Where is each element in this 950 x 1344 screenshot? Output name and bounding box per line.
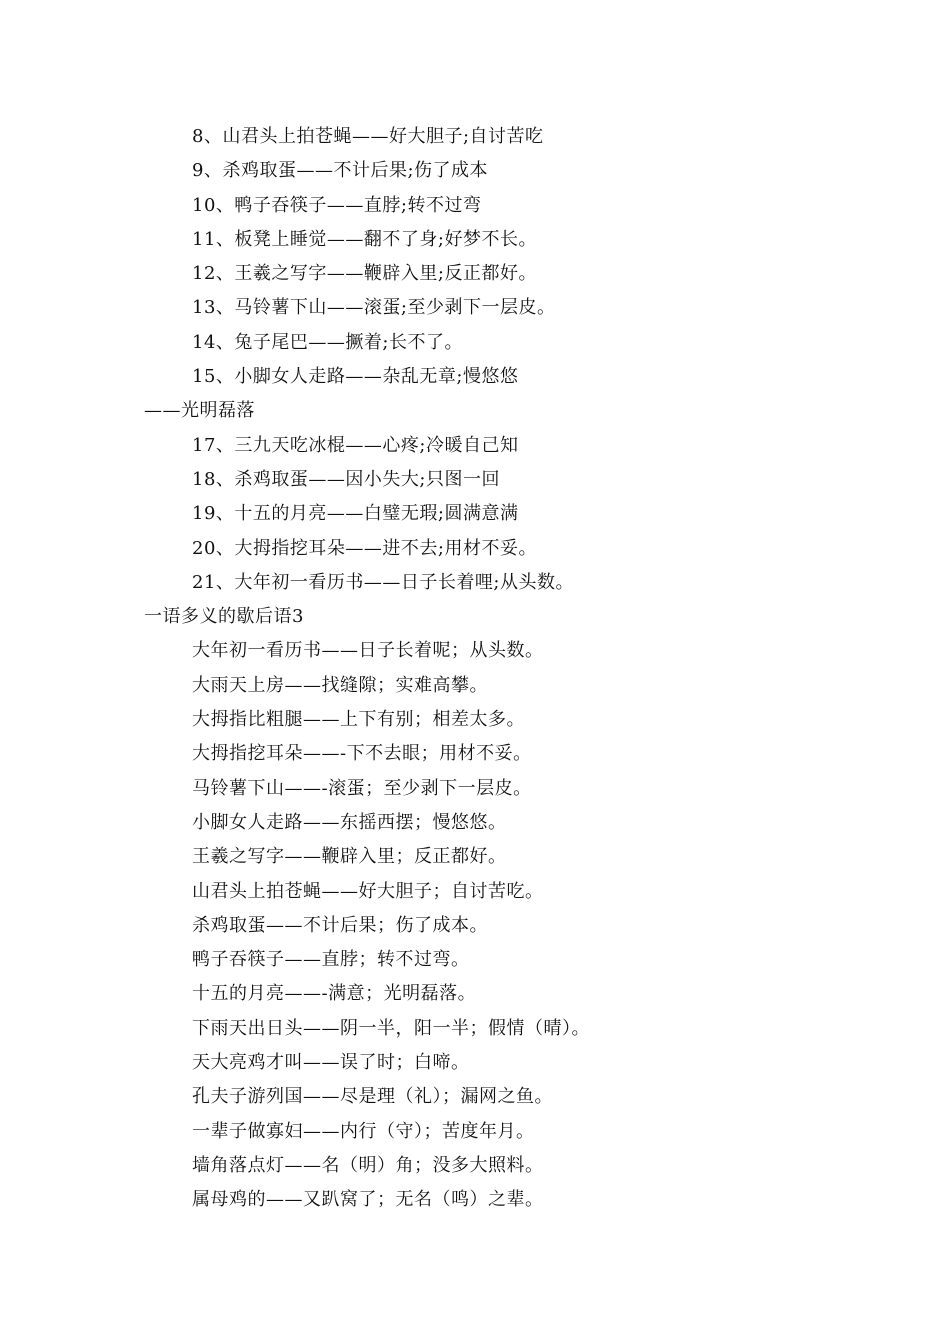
list-item: 15、小脚女人走路——杂乱无章;慢悠悠 — [192, 366, 519, 388]
list-item: 18、杀鸡取蛋——因小失大;只图一回 — [192, 468, 500, 490]
list-item: 12、王羲之写字——鞭辟入里;反正都好。 — [192, 263, 537, 285]
list-item: 鸭子吞筷子——直脖；转不过弯。 — [192, 949, 470, 971]
list-item: 下雨天出日头——阴一半，阳一半；假情（晴）。 — [192, 1017, 590, 1039]
section-heading: 一语多义的歇后语3 — [144, 606, 304, 628]
list-item: 13、马铃薯下山——滚蛋;至少剥下一层皮。 — [192, 297, 556, 319]
list-item: 大拇指比粗腿——上下有别；相差太多。 — [192, 709, 525, 731]
list-item: 马铃薯下山——-滚蛋；至少剥下一层皮。 — [192, 777, 532, 799]
list-item: 19、十五的月亮——白璧无瑕;圆满意满 — [192, 503, 519, 525]
list-item: 孔夫子游列国——尽是理（礼）；漏网之鱼。 — [192, 1086, 553, 1108]
list-item: 山君头上拍苍蝇——好大胆子；自讨苦吃。 — [192, 880, 544, 902]
list-item: 21、大年初一看历书——日子长着哩;从头数。 — [192, 571, 574, 593]
list-item: 20、大拇指挖耳朵——进不去;用材不妥。 — [192, 537, 537, 559]
list-item: 王羲之写字——鞭辟入里；反正都好。 — [192, 846, 507, 868]
document-body — [0, 120, 950, 1218]
list-item: 14、兔子尾巴——撅着;长不了。 — [192, 331, 463, 353]
list-item: 一辈子做寡妇——内行（守）；苦度年月。 — [192, 1120, 535, 1142]
list-item: 天大亮鸡才叫——误了时；白啼。 — [192, 1052, 470, 1074]
list-item: 9、杀鸡取蛋——不计后果;伤了成本 — [192, 160, 489, 182]
list-item: 17、三九天吃冰棍——心疼;冷暖自己知 — [192, 434, 519, 456]
list-item: 属母鸡的——又趴窝了；无名（鸣）之辈。 — [192, 1189, 544, 1211]
list-item: 墙角落点灯——名（明）角；没多大照料。 — [192, 1154, 544, 1176]
list-item: 8、山君头上拍苍蝇——好大胆子;自讨苦吃 — [192, 126, 544, 147]
list-item: 大拇指挖耳朵——-下不去眼；用材不妥。 — [192, 743, 532, 765]
list-item: 10、鸭子吞筷子——直脖;转不过弯 — [192, 194, 482, 216]
list-item: 11、板凳上睡觉——翻不了身;好梦不长。 — [192, 228, 537, 250]
list-item: 小脚女人走路——东摇西摆；慢悠悠。 — [192, 811, 507, 833]
continuation-line: ——光明磊落 — [144, 400, 255, 422]
list-item: 杀鸡取蛋——不计后果；伤了成本。 — [192, 914, 488, 936]
list-item: 十五的月亮——-满意；光明磊落。 — [192, 983, 477, 1005]
list-item: 大年初一看历书——日子长着呢；从头数。 — [192, 640, 544, 662]
list-item: 大雨天上房——找缝隙；实难高攀。 — [192, 674, 488, 696]
